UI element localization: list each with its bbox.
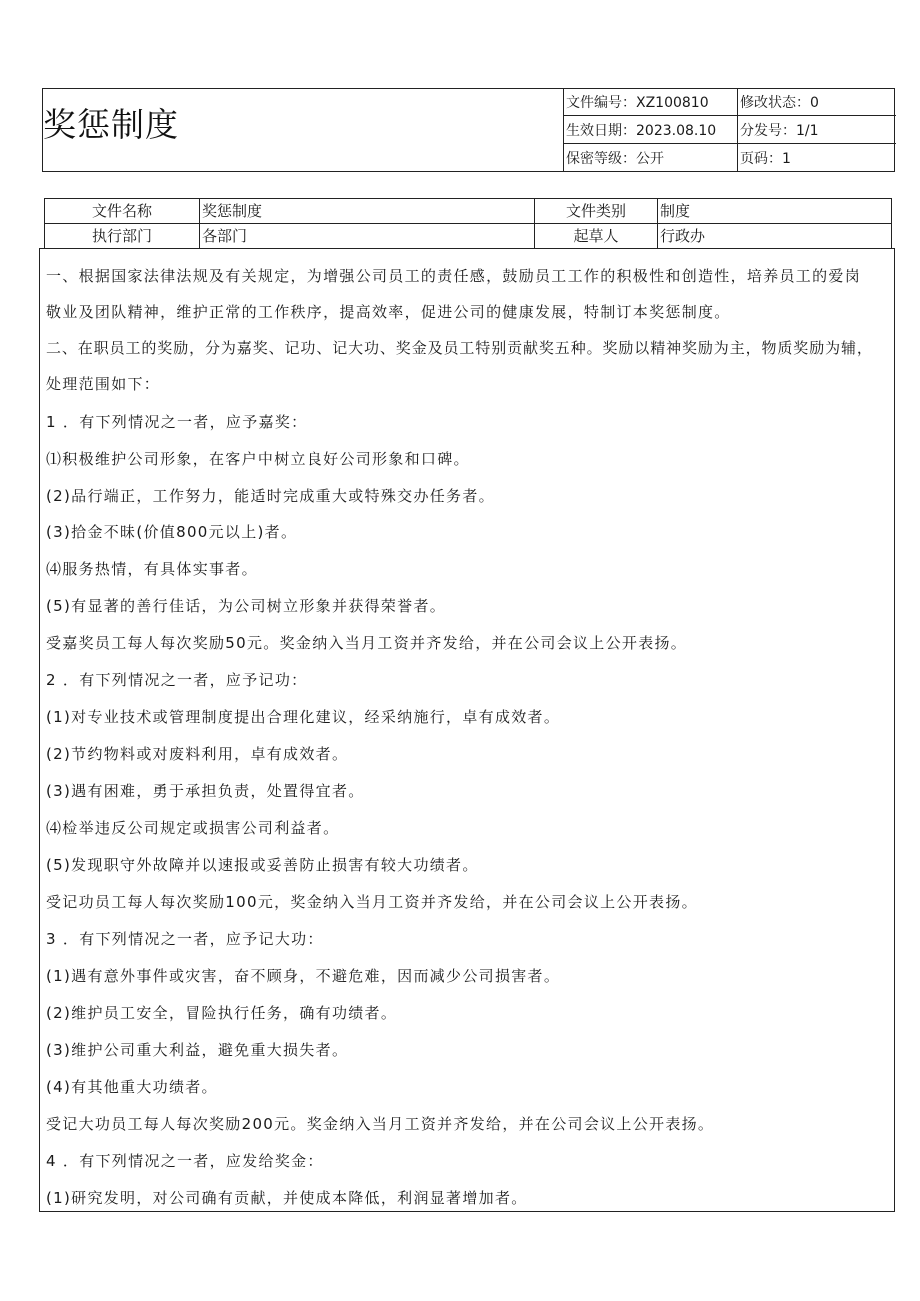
confidentiality-level: 保密等级：公开 <box>564 144 738 172</box>
content-line: (5)有显著的善行佳话，为公司树立形象并获得荣誉者。 <box>46 597 447 615</box>
content-body <box>39 248 895 1212</box>
content-line: 受嘉奖员工每人每次奖励50元。奖金纳入当月工资并齐发给，并在公司会议上公开表扬。 <box>46 634 688 652</box>
info-row <box>45 224 891 248</box>
content-line: (3)拾金不昧(价值800元以上)者。 <box>46 523 298 541</box>
content-line: 二、在职员工的奖励，分为嘉奖、记功、记大功、奖金及员工特别贡献奖五种。奖励以精神奖励为主，物质奖励为辅， <box>46 339 873 357</box>
info-row <box>45 199 891 224</box>
content-line: (5)发现职守外故障并以速报或妥善防止损害有较大功绩者。 <box>46 856 479 874</box>
content-line: (4)有其他重大功绩者。 <box>46 1078 218 1096</box>
distribution-number: 分发号：1/1 <box>740 123 819 139</box>
content-line: 处理范围如下： <box>46 375 161 393</box>
header-meta-grid <box>563 88 896 172</box>
page-number: 页码：1 <box>740 151 791 167</box>
content-line: ⑷检举违反公司规定或损害公司利益者。 <box>46 819 340 837</box>
document-info-table <box>44 198 892 249</box>
info-value: 制度 <box>660 202 691 220</box>
content-line: (2)节约物料或对废料利用，卓有成效者。 <box>46 745 349 763</box>
info-label: 文件类别 <box>535 199 658 223</box>
info-label: 文件名称 <box>45 199 200 223</box>
content-line: 敬业及团队精神，维护正常的工作秩序，提高效率，促进公司的健康发展，特制订本奖惩制度。 <box>46 303 731 321</box>
content-line: ⑷服务热情，有具体实事者。 <box>46 560 258 578</box>
info-value: 行政办 <box>660 227 706 245</box>
content-line: (1)对专业技术或管理制度提出合理化建议，经采纳施行，卓有成效者。 <box>46 708 561 726</box>
content-line: 4 ．有下列情况之一者，应发给奖金： <box>46 1152 324 1170</box>
revision-status: 修改状态：0 <box>740 95 819 111</box>
header-meta-row <box>564 116 896 144</box>
content-line: 一、根据国家法律法规及有关规定，为增强公司员工的责任感，鼓励员工工作的积极性和创造性，培养员工的爱岗 <box>46 267 862 285</box>
info-label: 执行部门 <box>45 224 200 248</box>
file-number: 文件编号：XZ100810 <box>564 88 738 116</box>
content-line: 2 ．有下列情况之一者，应予记功： <box>46 671 308 689</box>
content-line: (1)遇有意外事件或灾害，奋不顾身，不避危难，因而减少公司损害者。 <box>46 967 561 985</box>
header-meta-row <box>564 144 896 172</box>
header-meta-row <box>564 88 896 116</box>
document-title: 奖惩制度 <box>43 105 179 144</box>
info-label: 起草人 <box>535 224 658 248</box>
content-line: (3)遇有困难，勇于承担负责，处置得宜者。 <box>46 782 365 800</box>
content-line: (2)维护员工安全，冒险执行任务，确有功绩者。 <box>46 1004 398 1022</box>
content-line: (1)研究发明，对公司确有贡献，并使成本降低，利润显著增加者。 <box>46 1189 528 1207</box>
content-line: (2)品行端正，工作努力，能适时完成重大或特殊交办任务者。 <box>46 487 495 505</box>
content-line: 1 ．有下列情况之一者，应予嘉奖： <box>46 413 308 431</box>
content-line: (3)维护公司重大利益，避免重大损失者。 <box>46 1041 349 1059</box>
content-line: ⑴积极维护公司形象，在客户中树立良好公司形象和口碑。 <box>46 450 470 468</box>
content-line: 3 ．有下列情况之一者，应予记大功： <box>46 930 324 948</box>
document-header <box>42 88 895 172</box>
info-value: 各部门 <box>200 224 535 248</box>
content-line: 受记大功员工每人每次奖励200元。奖金纳入当月工资并齐发给，并在公司会议上公开表扬。 <box>46 1115 715 1133</box>
info-value: 奖惩制度 <box>200 199 535 223</box>
effective-date: 生效日期：2023.08.10 <box>564 116 738 144</box>
content-line: 受记功员工每人每次奖励100元，奖金纳入当月工资并齐发给，并在公司会议上公开表扬。 <box>46 893 698 911</box>
